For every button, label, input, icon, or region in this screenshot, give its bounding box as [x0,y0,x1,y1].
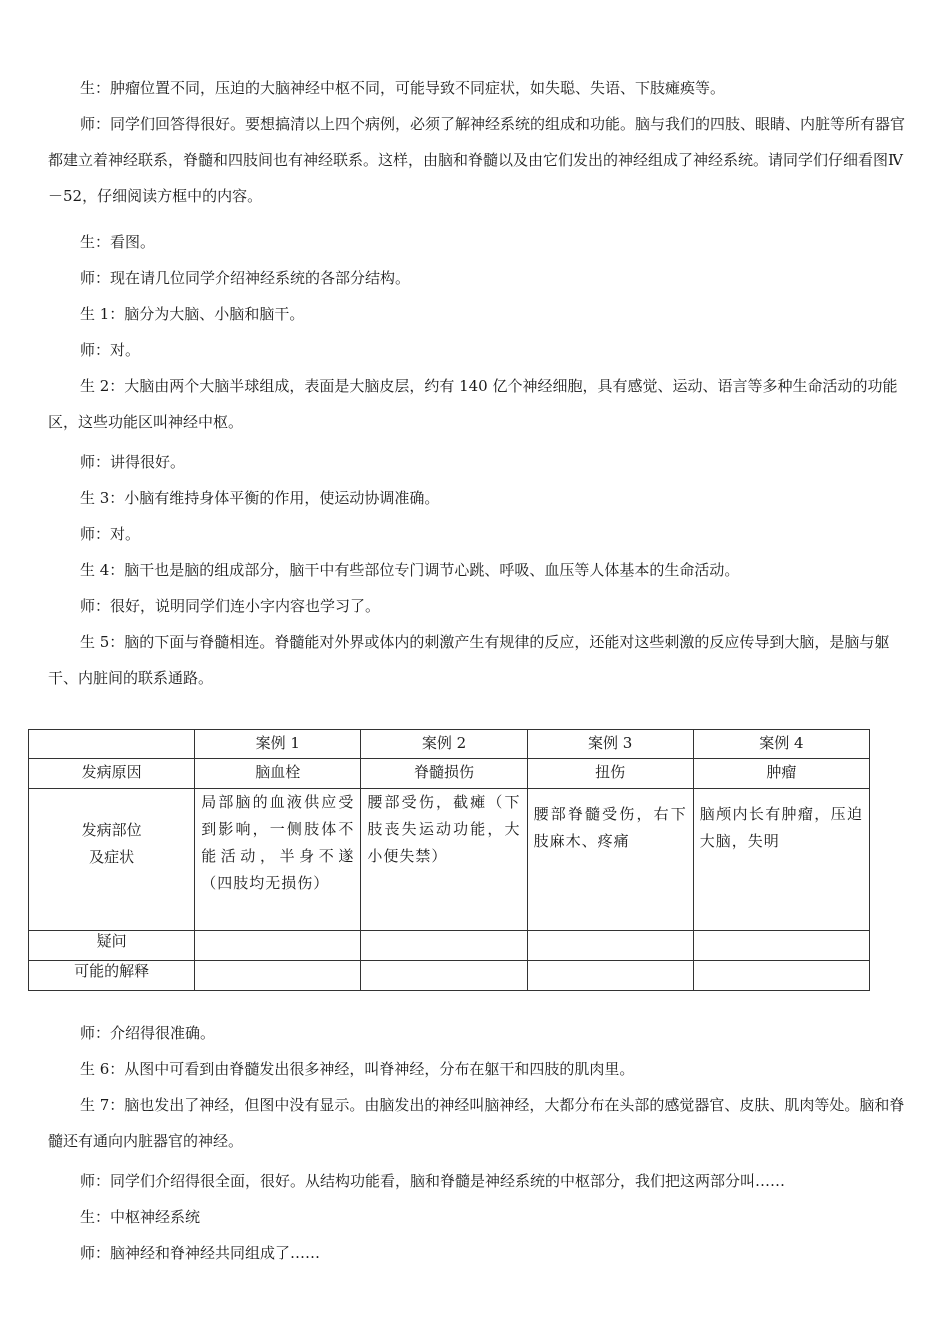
row-label: 疑问 [29,931,195,961]
table-cell [361,961,527,991]
paragraph: 师：现在请几位同学介绍神经系统的各部分结构。 [80,269,411,287]
table-cell [195,961,361,991]
paragraph: 生 1：脑分为大脑、小脑和脑干。 [80,305,305,323]
row-label [29,789,195,931]
paragraph: 生：看图。 [80,233,156,251]
table-cell [527,961,693,991]
table-header-cell: 案例 1 [195,730,361,759]
paragraph: 生 7：脑也发出了神经，但图中没有显示。由脑发出的神经叫脑神经，大都分布在头部的感觉器官、皮肤、肌肉等处。脑和脊髓还有通向内脏器官的神经。 [48,1096,905,1150]
paragraph: 生 4：脑干也是脑的组成部分，脑干中有些部位专门调节心跳、呼吸、血压等人体基本的生命活动。 [80,561,740,579]
table-cell [527,931,693,961]
table-cell: 脑颅内长有肿瘤，压迫大脑，失明 [693,789,869,931]
paragraph: 师：脑神经和脊神经共同组成了…… [80,1244,321,1262]
paragraph: 师：同学们回答得很好。要想搞清以上四个病例，必须了解神经系统的组成和功能。脑与我们的四肢、眼睛、内脏等所有器官都建立着神经联系，脊髓和四肢间也有神经联系。这样，由脑和脊髓以及由它们发出的神经组成了神经系统。请同学们仔细看图Ⅳ－52，仔细阅读方框中的内容。 [48,115,906,205]
table-cell: 腰部脊髓受伤，右下肢麻木、疼痛 [527,789,693,931]
table-row [29,759,870,789]
table-cell: 局部脑的血液供应受到影响，一侧肢体不能活动，半身不遂（四肢均无损伤） [195,789,361,931]
paragraph: 师：对。 [80,525,141,543]
row-label: 发病原因 [29,759,195,789]
paragraph: 生 5：脑的下面与脊髓相连。脊髓能对外界或体内的刺激产生有规律的反应，还能对这些刺激的反应传导到大脑，是脑与躯干、内脏间的联系通路。 [48,633,890,687]
table-cell: 扭伤 [527,759,693,789]
table-row [29,789,870,931]
table-cell [361,931,527,961]
table-cell: 脊髓损伤 [361,759,527,789]
table-cell: 腰部受伤，截瘫（下肢丧失运动功能，大小便失禁） [361,789,527,931]
paragraph: 生 3：小脑有维持身体平衡的作用，使运动协调准确。 [80,489,440,507]
paragraph: 生：肿瘤位置不同，压迫的大脑神经中枢不同，可能导致不同症状，如失聪、失语、下肢瘫痪等。 [80,79,726,97]
paragraph: 师：同学们介绍得很全面，很好。从结构功能看，脑和脊髓是神经系统的中枢部分，我们把这两部分叫…… [80,1172,786,1190]
paragraph: 师：介绍得很准确。 [80,1024,216,1042]
table-header-cell: 案例 2 [361,730,527,759]
table-cell [693,931,869,961]
row-label: 可能的解释 [29,961,195,991]
row-label-line: 发病部位 [81,821,142,839]
table-cell [693,961,869,991]
paragraph: 师：对。 [80,341,141,359]
row-label-line: 及症状 [89,848,135,866]
table-cell [195,931,361,961]
case-table [28,729,870,991]
paragraph: 生：中枢神经系统 [80,1208,201,1226]
table-row [29,961,870,991]
table-header-cell [29,730,195,759]
table-row [29,931,870,961]
paragraph: 生 6：从图中可看到由脊髓发出很多神经，叫脊神经，分布在躯干和四肢的肌肉里。 [80,1060,635,1078]
table-header-row [29,730,870,759]
paragraph: 生 2：大脑由两个大脑半球组成，表面是大脑皮层，约有 140 亿个神经细胞，具有感觉、运动、语言等多种生命活动的功能区，这些功能区叫神经中枢。 [48,377,898,431]
table-header-cell: 案例 3 [527,730,693,759]
paragraph: 师：讲得很好。 [80,453,186,471]
table-cell: 肿瘤 [693,759,869,789]
table-header-cell: 案例 4 [693,730,869,759]
table-cell: 脑血栓 [195,759,361,789]
paragraph: 师：很好，说明同学们连小字内容也学习了。 [80,597,381,615]
